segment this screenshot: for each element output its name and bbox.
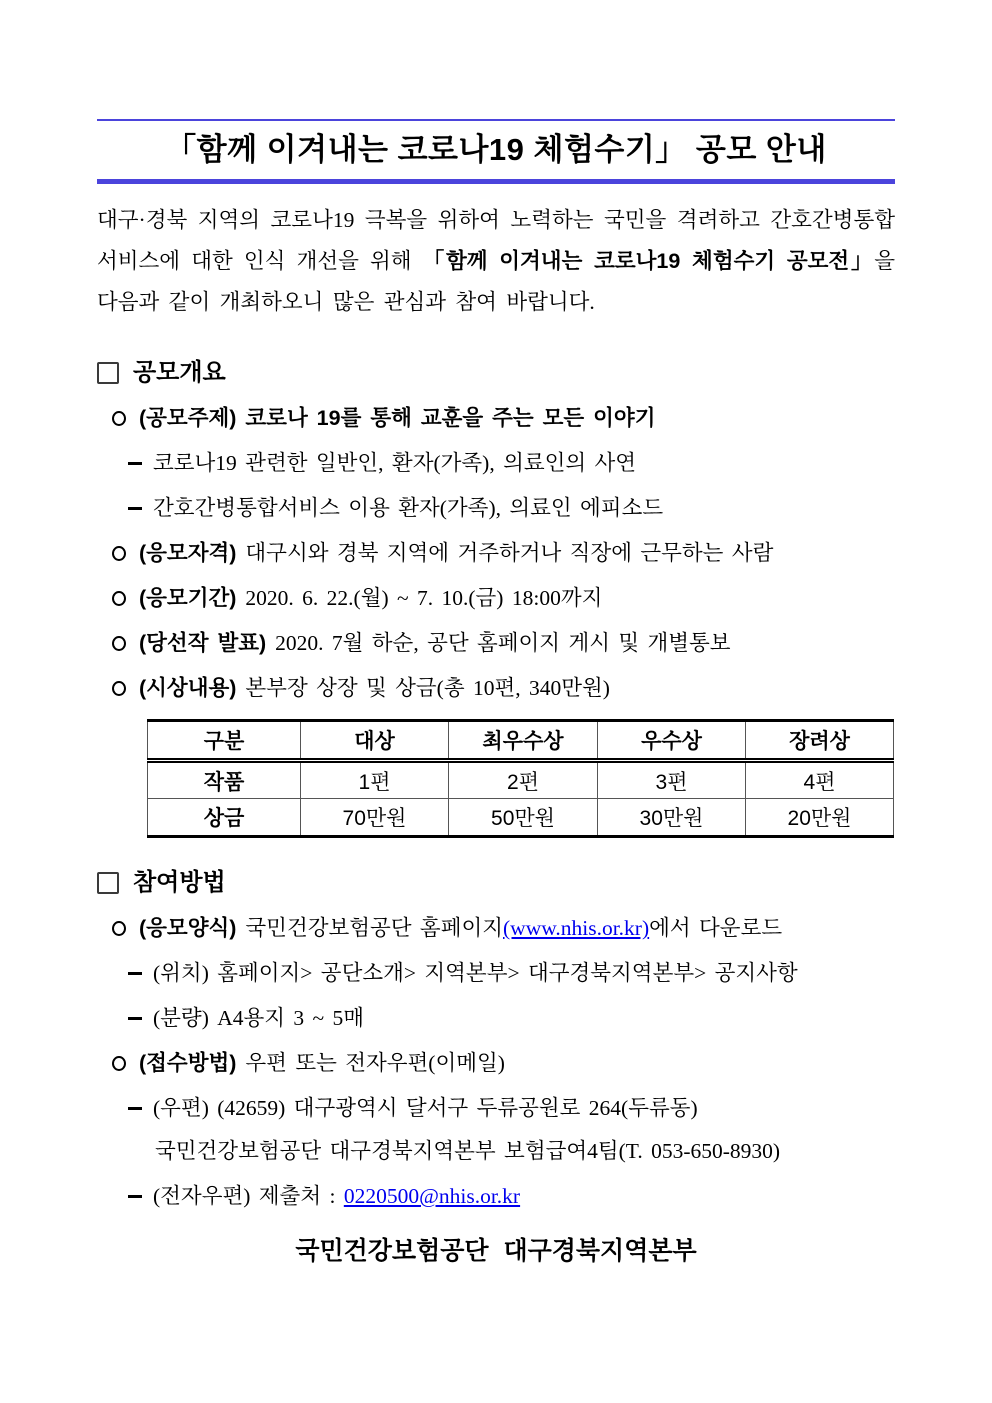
section-participation-label: 참여방법 bbox=[133, 869, 226, 896]
list-item-email bbox=[97, 1182, 895, 1211]
list-item-topic bbox=[97, 404, 895, 433]
qualification-label: (응모자격) bbox=[139, 541, 237, 565]
circle-bullet-icon bbox=[112, 546, 126, 561]
prize-table-header-cell: 대상 bbox=[301, 721, 449, 761]
list-item-topic-sub1 bbox=[97, 449, 895, 478]
dash-bullet-icon bbox=[128, 507, 142, 510]
prize-table-cell: 70만원 bbox=[301, 799, 449, 837]
awards-text: 본부장 상장 및 상금(총 10편, 340만원) bbox=[245, 676, 610, 700]
list-item-announce bbox=[97, 629, 895, 658]
prize-table-cell: 30만원 bbox=[598, 799, 746, 837]
list-item-period bbox=[97, 584, 895, 613]
circle-bullet-icon bbox=[112, 591, 126, 606]
list-item-method bbox=[97, 1049, 895, 1078]
prize-table bbox=[147, 719, 894, 838]
period-label: (응모기간) bbox=[139, 586, 237, 610]
awards-label: (시상내용) bbox=[139, 676, 237, 700]
section-heading-overview bbox=[97, 358, 895, 388]
intro-text-before: 대구·경북 지역의 코로나19 극복을 위하여 노력하는 국민을 격려하고 간호간병통합서비스에 대한 인식 개선을 위해 bbox=[97, 208, 895, 273]
nhis-homepage-link[interactable]: (www.nhis.or.kr) bbox=[503, 916, 650, 940]
list-item-post bbox=[97, 1094, 895, 1123]
prize-table-cell: 4편 bbox=[746, 761, 894, 799]
email-text-before: 제출처 : bbox=[258, 1184, 344, 1208]
prize-table-cell: 3편 bbox=[598, 761, 746, 799]
prize-table-header-cell: 우수상 bbox=[598, 721, 746, 761]
prize-table-cell: 2편 bbox=[449, 761, 598, 799]
method-label: (접수방법) bbox=[139, 1051, 237, 1075]
submission-email-link[interactable]: 0220500@nhis.or.kr bbox=[343, 1184, 521, 1208]
list-item-volume bbox=[97, 1004, 895, 1033]
prize-table-header-cell: 최우수상 bbox=[449, 721, 598, 761]
document-page bbox=[0, 119, 992, 1403]
topic-sub2-text: 간호간병통합서비스 이용 환자(가족), 의료인 에피소드 bbox=[153, 496, 664, 520]
announce-text: 2020. 7월 하순, 공단 홈페이지 게시 및 개별통보 bbox=[275, 631, 731, 655]
post-label: (우편) bbox=[153, 1096, 209, 1120]
prize-table-header-cell: 장려상 bbox=[746, 721, 894, 761]
list-item-location bbox=[97, 959, 895, 988]
circle-bullet-icon bbox=[112, 1056, 126, 1071]
dash-bullet-icon bbox=[128, 1195, 142, 1198]
topic-label: (공모주제) bbox=[139, 406, 237, 430]
period-text: 2020. 6. 22.(월) ~ 7. 10.(금) 18:00까지 bbox=[245, 586, 603, 610]
intro-text-bold: 「함께 이겨내는 코로나19 체험수기 공모전」 bbox=[422, 249, 875, 273]
post-text-line2: 국민건강보험공단 대구경북지역본부 보험급여4팀(T. 053-650-8930) bbox=[155, 1139, 781, 1163]
email-label: (전자우편) bbox=[153, 1184, 251, 1208]
post-text: (42659) 대구광역시 달서구 두류공원로 264(두류동) bbox=[217, 1096, 698, 1120]
list-item-awards bbox=[97, 674, 895, 703]
dash-bullet-icon bbox=[128, 972, 142, 975]
prize-table-row-works bbox=[148, 761, 894, 799]
dash-bullet-icon bbox=[128, 462, 142, 465]
prize-table-header-cell: 구분 bbox=[148, 721, 301, 761]
circle-bullet-icon bbox=[112, 411, 126, 426]
prize-table-row-money bbox=[148, 799, 894, 837]
title-rule-top bbox=[97, 119, 895, 121]
intro-paragraph bbox=[97, 200, 895, 323]
method-text: 우편 또는 전자우편(이메일) bbox=[245, 1051, 505, 1075]
title-rule-bottom bbox=[97, 179, 895, 184]
location-text: 홈페이지> 공단소개> 지역본부> 대구경북지역본부> 공지사항 bbox=[217, 961, 798, 985]
topic-text: 코로나 19를 통해 교훈을 주는 모든 이야기 bbox=[245, 406, 656, 430]
page-title: 「함께 이겨내는 코로나19 체험수기」 공모 안내 bbox=[165, 132, 827, 167]
square-bullet-icon bbox=[97, 362, 119, 384]
prize-table-cell: 50만원 bbox=[449, 799, 598, 837]
intro-text-after: 을 다음과 같이 개최하오니 많은 관심과 참여 바랍니다. bbox=[97, 249, 895, 314]
form-text-before: 국민건강보험공단 홈페이지 bbox=[245, 916, 504, 940]
prize-table-header-row bbox=[148, 721, 894, 761]
form-text-after: 에서 다운로드 bbox=[649, 916, 783, 940]
circle-bullet-icon bbox=[112, 681, 126, 696]
location-label: (위치) bbox=[153, 961, 209, 985]
circle-bullet-icon bbox=[112, 636, 126, 651]
list-item-qualification bbox=[97, 539, 895, 568]
form-label: (응모양식) bbox=[139, 916, 237, 940]
topic-sub1-text: 코로나19 관련한 일반인, 환자(가족), 의료인의 사연 bbox=[153, 451, 637, 475]
prize-table-cell: 1편 bbox=[301, 761, 449, 799]
prize-table-cell: 20만원 bbox=[746, 799, 894, 837]
volume-label: (분량) bbox=[153, 1006, 209, 1030]
section-heading-participation bbox=[97, 868, 895, 898]
prize-table-row-label: 상금 bbox=[148, 799, 301, 837]
prize-table-row-label: 작품 bbox=[148, 761, 301, 799]
qualification-text: 대구시와 경북 지역에 거주하거나 직장에 근무하는 사람 bbox=[245, 541, 774, 565]
square-bullet-icon bbox=[97, 872, 119, 894]
announce-label: (당선작 발표) bbox=[139, 631, 267, 655]
circle-bullet-icon bbox=[112, 921, 126, 936]
organization-name: 국민건강보험공단 대구경북지역본부 bbox=[295, 1237, 697, 1265]
dash-bullet-icon bbox=[128, 1107, 142, 1110]
list-item-topic-sub2 bbox=[97, 494, 895, 523]
dash-bullet-icon bbox=[128, 1017, 142, 1020]
section-overview-label: 공모개요 bbox=[133, 359, 226, 386]
volume-text: A4용지 3 ~ 5매 bbox=[217, 1006, 365, 1030]
list-item-form bbox=[97, 914, 895, 943]
